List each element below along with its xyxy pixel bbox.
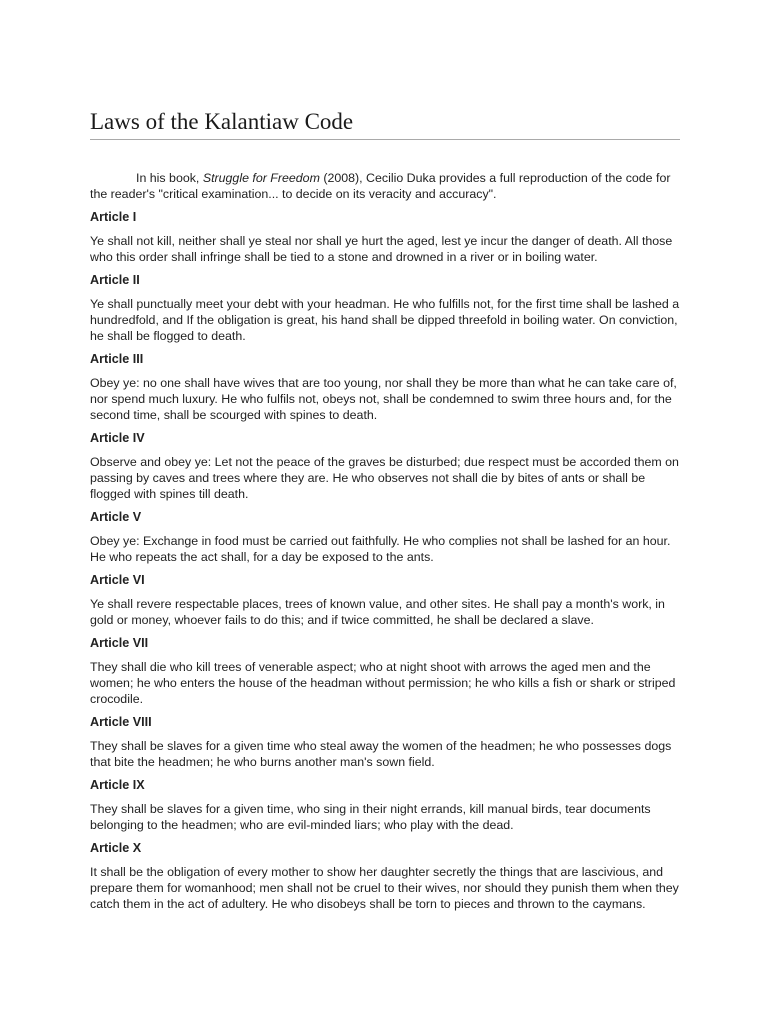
article-heading: Article X	[90, 841, 142, 855]
article-6	[90, 572, 680, 628]
article-text: Ye shall revere respectable places, trees of known value, and other sites. He shall pay a month's work, in gold or money, whoever fails to do this; and if twice committed, he shall be declared a slave.	[90, 597, 665, 627]
article-text: It shall be the obligation of every mother to show her daughter secretly the things that are lascivious, and prepare them for womanhood; men shall not be cruel to their wives, nor should they punish them when they catch them in the act of adultery. He who disobeys shall be torn to pieces and thrown to the caymans.	[90, 865, 679, 911]
document-page	[90, 108, 680, 912]
article-10	[90, 840, 680, 912]
article-9	[90, 777, 680, 833]
page-title: Laws of the Kalantiaw Code	[90, 108, 680, 140]
article-heading: Article III	[90, 352, 144, 366]
article-heading: Article I	[90, 210, 137, 224]
article-text: Observe and obey ye: Let not the peace of the graves be disturbed; due respect must be accorded them on passing by caves and trees where they are. He who observes not shall die by bites of ants or shall be flogged with spines till death.	[90, 455, 679, 501]
article-2	[90, 272, 680, 344]
article-heading: Article V	[90, 510, 142, 524]
article-text: Ye shall not kill, neither shall ye steal nor shall ye hurt the aged, lest ye incur the danger of death. All those who this order shall infringe shall be tied to a stone and drowned in a river or in boiling water.	[90, 234, 673, 264]
article-3	[90, 351, 680, 423]
article-text: Obey ye: Exchange in food must be carried out faithfully. He who complies not shall be lashed for an hour. He who repeats the act shall, for a day be exposed to the ants.	[90, 534, 671, 564]
article-text: Obey ye: no one shall have wives that are too young, nor shall they be more than what he can take care of, nor spend much luxury. He who fulfils not, obeys not, shall be condemned to swim three hours and, for the second time, shall be scourged with spines to death.	[90, 376, 677, 422]
article-text: They shall be slaves for a given time, who sing in their night errands, kill manual birds, tear documents belonging to the headmen; who are evil-minded liars; who play with the dead.	[90, 802, 651, 832]
article-heading: Article IV	[90, 431, 145, 445]
intro-book-title: Struggle for Freedom	[202, 171, 320, 185]
intro-text-after: (2008), Cecilio Duka provides a full reproduction of the code for the reader's "critical examination... to decide on its veracity and accuracy".	[90, 171, 671, 201]
article-text: Ye shall punctually meet your debt with your headman. He who fulfills not, for the first time shall be lashed a hundredfold, and If the obligation is great, his hand shall be dipped threefold in boiling water. On conviction, he shall be flogged to death.	[90, 297, 680, 343]
intro-text-before: In his book,	[136, 171, 203, 185]
article-heading: Article IX	[90, 778, 145, 792]
intro-paragraph	[90, 170, 680, 202]
article-heading: Article VI	[90, 573, 145, 587]
article-5	[90, 509, 680, 565]
article-8	[90, 714, 680, 770]
article-text: They shall die who kill trees of venerable aspect; who at night shoot with arrows the aged men and the women; he who enters the house of the headman without permission; he who kills a fish or shark or striped crocodile.	[90, 660, 676, 706]
article-1	[90, 209, 680, 265]
article-heading: Article VIII	[90, 715, 152, 729]
article-7	[90, 635, 680, 707]
article-heading: Article II	[90, 273, 140, 287]
article-4	[90, 430, 680, 502]
article-heading: Article VII	[90, 636, 149, 650]
article-text: They shall be slaves for a given time who steal away the women of the headmen; he who possesses dogs that bite the headmen; he who burns another man's sown field.	[90, 739, 672, 769]
